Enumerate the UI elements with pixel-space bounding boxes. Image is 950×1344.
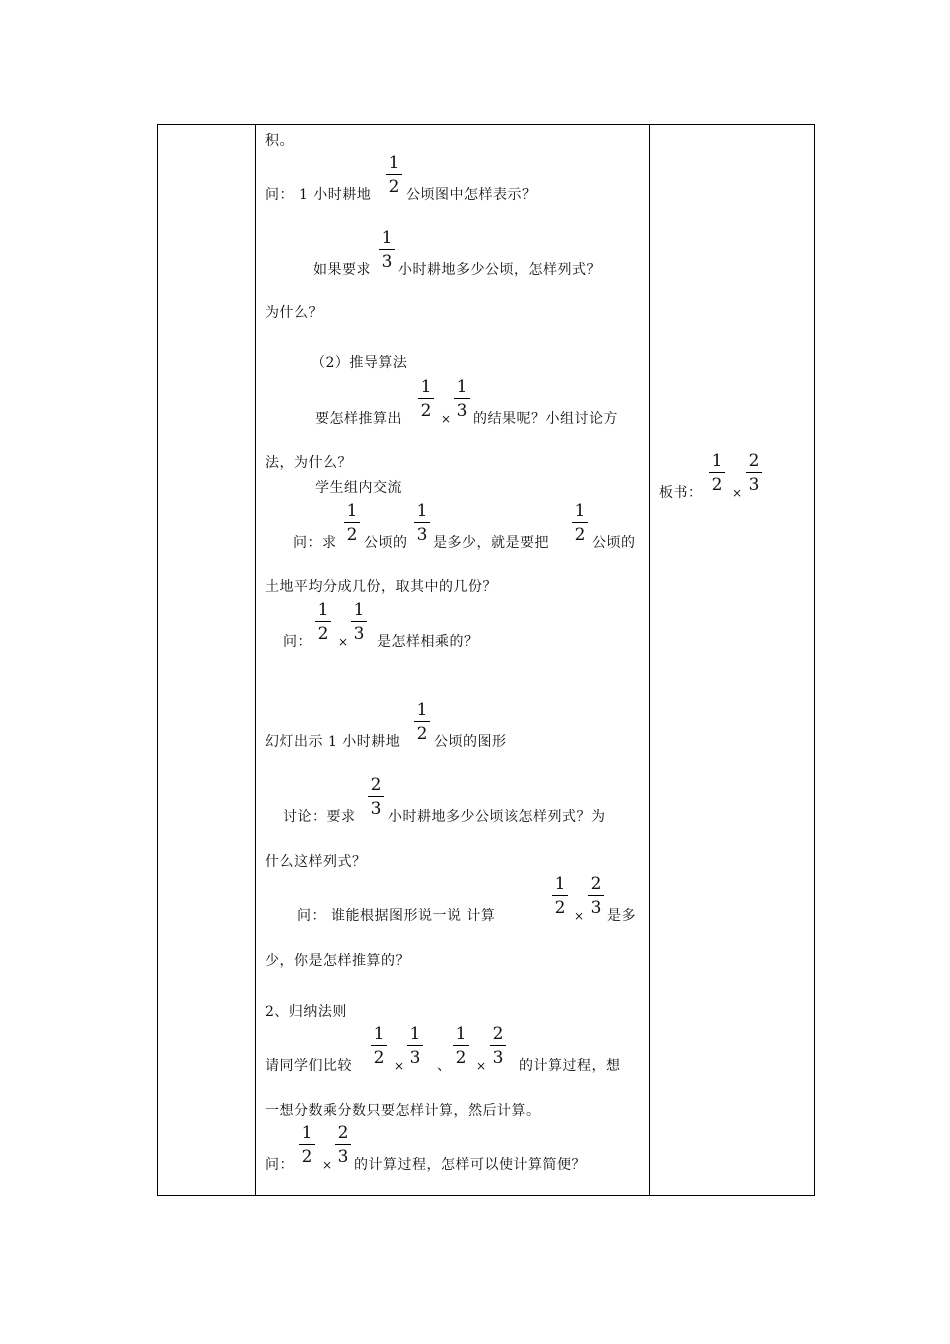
- paragraph-text: 是多: [607, 908, 636, 924]
- paragraph-text: 法，为什么？: [265, 455, 352, 471]
- paragraph-text: 问：求: [293, 535, 337, 551]
- fraction-denominator: 3: [381, 252, 393, 272]
- fraction-numerator: 1: [301, 1123, 313, 1143]
- fraction-numerator: 1: [388, 153, 400, 173]
- fraction: [588, 874, 604, 918]
- paragraph-text: 是怎样相乘的？: [377, 634, 479, 650]
- fraction-bar: [454, 398, 470, 399]
- fraction-numerator: 2: [492, 1024, 504, 1044]
- paragraph-text: 如果要求: [313, 262, 371, 278]
- fraction: [379, 228, 395, 272]
- times-sign: ×: [394, 1059, 405, 1073]
- column-divider-1: [255, 124, 256, 1196]
- paragraph-text: 问：: [283, 634, 312, 650]
- paragraph-text: 少，你是怎样推算的？: [265, 953, 410, 969]
- paragraph-text: 一想分数乘分数只要怎样计算，然后计算。: [265, 1103, 541, 1119]
- fraction: [368, 775, 384, 819]
- fraction-denominator: 2: [346, 525, 358, 545]
- fraction-denominator: 3: [353, 624, 365, 644]
- fraction-denominator: 3: [337, 1147, 349, 1167]
- fraction-numerator: 1: [373, 1024, 385, 1044]
- fraction-bar: [453, 1045, 469, 1046]
- fraction-denominator: 3: [456, 401, 468, 421]
- paragraph-text: 公顷的: [592, 535, 636, 551]
- fraction-denominator: 2: [416, 724, 428, 744]
- paragraph-text: 的结果呢？小组讨论方: [473, 411, 618, 427]
- fraction-bar: [552, 895, 568, 896]
- fraction-bar: [371, 1045, 387, 1046]
- fraction: [552, 874, 568, 918]
- fraction-numerator: 1: [381, 228, 393, 248]
- fraction-bar: [490, 1045, 506, 1046]
- fraction-numerator: 1: [574, 501, 586, 521]
- fraction-bar: [344, 522, 360, 523]
- fraction-denominator: 2: [455, 1048, 467, 1068]
- paragraph-text: 问：: [265, 1157, 294, 1173]
- fraction: [371, 1024, 387, 1068]
- paragraph-text: 什么这样列式？: [265, 854, 367, 870]
- fraction: [709, 451, 725, 495]
- paragraph-text: 的计算过程，想: [519, 1058, 621, 1074]
- fraction-bar: [368, 796, 384, 797]
- fraction: [407, 1024, 423, 1068]
- times-sign: ×: [574, 909, 585, 923]
- paragraph-text: 学生组内交流: [315, 480, 402, 496]
- fraction-denominator: 3: [748, 475, 760, 495]
- paragraph-text: 为什么？: [265, 305, 323, 321]
- fraction: [335, 1123, 351, 1167]
- fraction-denominator: 3: [492, 1048, 504, 1068]
- column-divider-2: [649, 124, 650, 1196]
- fraction-denominator: 3: [370, 799, 382, 819]
- fraction-denominator: 2: [711, 475, 723, 495]
- fraction-bar: [379, 249, 395, 250]
- fraction: [454, 377, 470, 421]
- paragraph-text: 小时耕地多少公顷该怎样列式？为: [388, 809, 606, 825]
- paragraph-text: 公顷图中怎样表示？: [406, 187, 537, 203]
- fraction-numerator: 1: [420, 377, 432, 397]
- fraction: [418, 377, 434, 421]
- fraction: [490, 1024, 506, 1068]
- fraction-bar: [588, 895, 604, 896]
- times-sign: ×: [732, 486, 743, 500]
- fraction-numerator: 1: [416, 501, 428, 521]
- section-heading: 2、归纳法则: [265, 1004, 347, 1020]
- separator-text: 、: [437, 1058, 452, 1074]
- fraction-bar: [386, 174, 402, 175]
- paragraph-text: 公顷的: [364, 535, 408, 551]
- paragraph-text: 公顷的图形: [434, 734, 507, 750]
- fraction-numerator: 1: [455, 1024, 467, 1044]
- paragraph-text: 积。: [265, 133, 294, 149]
- fraction-bar: [418, 398, 434, 399]
- fraction: [414, 501, 430, 545]
- fraction-numerator: 1: [346, 501, 358, 521]
- paragraph-text: 讨论：要求: [283, 809, 356, 825]
- fraction: [344, 501, 360, 545]
- paragraph-text: 幻灯出示 1 小时耕地: [265, 734, 401, 750]
- times-sign: ×: [441, 412, 452, 426]
- fraction-denominator: 2: [420, 401, 432, 421]
- fraction-bar: [746, 472, 762, 473]
- paragraph-text: 要怎样推算出: [315, 411, 402, 427]
- fraction-bar: [407, 1045, 423, 1046]
- fraction: [572, 501, 588, 545]
- fraction-numerator: 1: [711, 451, 723, 471]
- fraction-denominator: 2: [373, 1048, 385, 1068]
- fraction: [414, 700, 430, 744]
- fraction-bar: [572, 522, 588, 523]
- fraction-denominator: 2: [388, 177, 400, 197]
- fraction: [386, 153, 402, 197]
- fraction: [351, 600, 367, 644]
- fraction-denominator: 3: [409, 1048, 421, 1068]
- fraction-numerator: 2: [337, 1123, 349, 1143]
- paragraph-text: 问： 1 小时耕地: [265, 187, 372, 203]
- paragraph-text: 是多少，就是要把: [433, 535, 549, 551]
- section-heading: （2）推导算法: [311, 355, 408, 371]
- fraction-denominator: 3: [416, 525, 428, 545]
- fraction-numerator: 1: [409, 1024, 421, 1044]
- fraction-bar: [414, 522, 430, 523]
- fraction-numerator: 1: [456, 377, 468, 397]
- paragraph-text: 的计算过程，怎样可以使计算简便？: [354, 1157, 586, 1173]
- fraction-bar: [709, 472, 725, 473]
- fraction-numerator: 2: [370, 775, 382, 795]
- fraction: [315, 600, 331, 644]
- board-notes-label: 板书：: [659, 485, 703, 501]
- fraction: [746, 451, 762, 495]
- fraction-bar: [414, 721, 430, 722]
- paragraph-text: 请同学们比较: [265, 1058, 352, 1074]
- times-sign: ×: [322, 1158, 333, 1172]
- fraction-denominator: 2: [317, 624, 329, 644]
- fraction-numerator: 1: [317, 600, 329, 620]
- fraction-bar: [299, 1144, 315, 1145]
- fraction-bar: [335, 1144, 351, 1145]
- fraction-numerator: 1: [554, 874, 566, 894]
- paragraph-text: 问： 谁能根据图形说一说 计算: [297, 908, 496, 924]
- fraction-numerator: 1: [416, 700, 428, 720]
- fraction-bar: [351, 621, 367, 622]
- fraction-denominator: 2: [554, 898, 566, 918]
- fraction-numerator: 1: [353, 600, 365, 620]
- fraction-denominator: 2: [301, 1147, 313, 1167]
- fraction-denominator: 2: [574, 525, 586, 545]
- fraction-denominator: 3: [590, 898, 602, 918]
- fraction-bar: [315, 621, 331, 622]
- paragraph-text: 土地平均分成几份，取其中的几份？: [265, 579, 497, 595]
- times-sign: ×: [476, 1059, 487, 1073]
- fraction: [453, 1024, 469, 1068]
- times-sign: ×: [338, 635, 349, 649]
- fraction: [299, 1123, 315, 1167]
- fraction-numerator: 2: [748, 451, 760, 471]
- paragraph-text: 小时耕地多少公顷，怎样列式？: [398, 262, 601, 278]
- fraction-numerator: 2: [590, 874, 602, 894]
